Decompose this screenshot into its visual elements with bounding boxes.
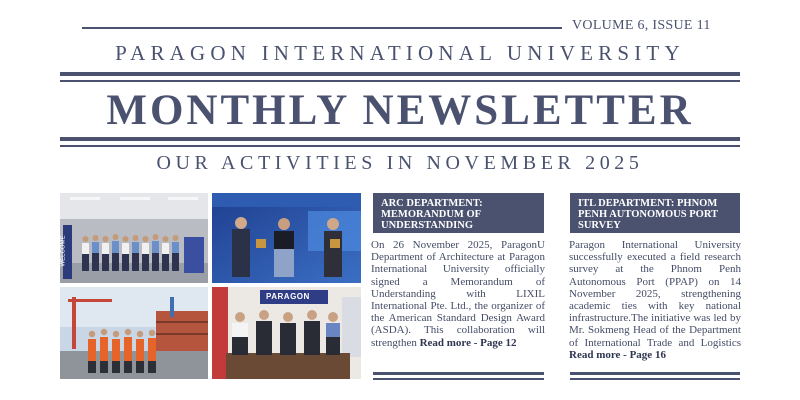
top-rule xyxy=(82,27,562,29)
welcome-banner-text: WELCOME xyxy=(60,235,67,267)
article-rule-arc-thin xyxy=(373,378,544,380)
photo-mou-signing xyxy=(212,287,361,379)
photo-port-survey-image xyxy=(60,287,208,379)
article-rule-itl-thin xyxy=(570,378,740,380)
photo-award-ceremony xyxy=(212,193,361,283)
photo-group-indoor-image xyxy=(60,193,208,283)
article-text-arc: On 26 November 2025, ParagonU Department of Architecture at Paragon International University officially signed a Memorandum of Understanding with LIXIL International Pte. Ltd., the organizer of the American Standard Design Award (ASDA). This collaboration will strengthen xyxy=(371,239,545,349)
article-heading-arc: ARC DEPARTMENT: MEMORANDUM OF UNDERSTANDING xyxy=(373,193,544,233)
read-more-link-itl[interactable]: Read more - Page 16 xyxy=(569,348,666,361)
volume-issue: VOLUME 6, ISSUE 11 xyxy=(572,18,711,33)
masthead-rule-bottom-thick xyxy=(60,137,740,141)
article-body-itl xyxy=(569,239,741,361)
article-text-itl: Paragon International University successfully executed a field research survey at the Phnom Penh Autonomous Port (PPAP) on 14 November 2025, strengthening academic ties with key national infrastructure.The initiative was led by Mr. Sokmeng Head of the Department of International Trade and Logistics xyxy=(569,239,741,349)
photo-award-ceremony-image xyxy=(212,193,361,283)
masthead-rule-bottom-thin xyxy=(60,145,740,147)
photo-port-survey xyxy=(60,287,208,379)
university-name: PARAGON INTERNATIONAL UNIVERSITY xyxy=(115,41,685,65)
article-body-arc xyxy=(371,239,545,349)
article-heading-itl: ITL DEPARTMENT: PHNOM PENH AUTONOMOUS PORT SURVEY xyxy=(570,193,740,233)
masthead-rule-top-thin xyxy=(60,80,740,82)
masthead-rule-top-thick xyxy=(60,72,740,76)
article-rule-itl-thick xyxy=(570,372,740,375)
article-rule-arc-thick xyxy=(373,372,544,375)
newsletter-subtitle: OUR ACTIVITIES IN NOVEMBER 2025 xyxy=(156,152,644,174)
paragon-banner-text: PARAGON xyxy=(266,292,310,301)
read-more-link-arc[interactable]: Read more - Page 12 xyxy=(419,336,517,349)
photo-group-indoor xyxy=(60,193,208,283)
newsletter-title: MONTHLY NEWSLETTER xyxy=(106,87,694,134)
